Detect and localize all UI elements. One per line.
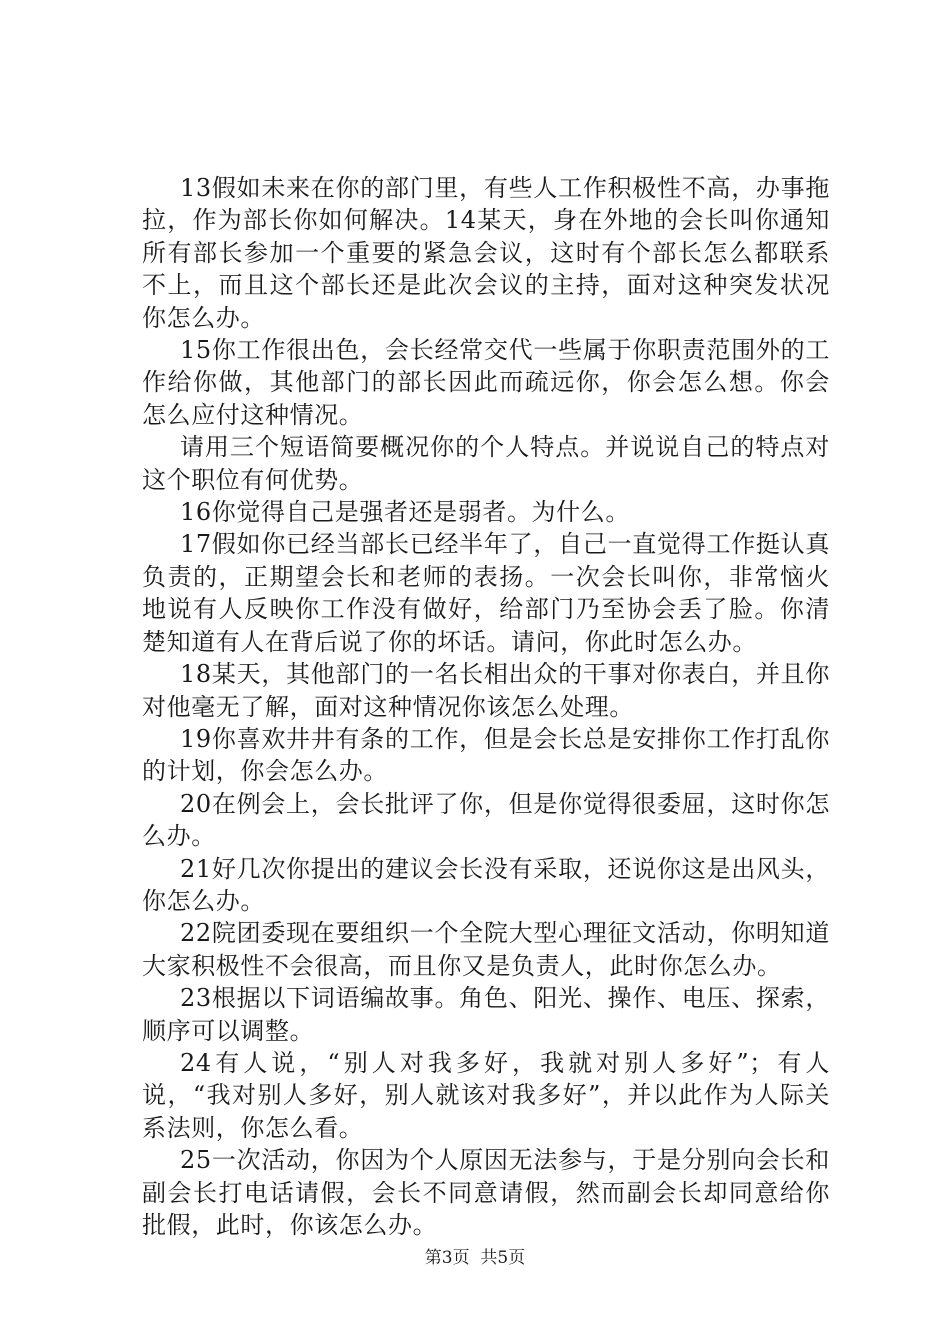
paragraph-q19: 19你喜欢井井有条的工作，但是会长总是安排你工作打乱你的计划，你会怎么办。 — [142, 724, 830, 786]
paragraph-q23: 23根据以下词语编故事。角色、阳光、操作、电压、探索，顺序可以调整。 — [142, 984, 830, 1045]
paragraph-q24: 24有人说，“别人对我多好，我就对别人多好”；有人说，“我对别人多好，别人就该对我多好”，并以此作为人际关系法则，你怎么看。 — [142, 1048, 830, 1142]
page-number-footer: 第3页 共5页 — [424, 1248, 526, 1268]
paragraph-q18: 18某天，其他部门的一名长相出众的干事对你表白，并且你对他毫无了解，面对这种情况你该怎么处理。 — [142, 660, 830, 721]
paragraph-q16: 16你觉得自己是强者还是弱者。为什么。 — [180, 498, 630, 527]
paragraph-q22: 22院团委现在要组织一个全院大型心理征文活动，你明知道大家积极性不会很高，而且你又是负责人，此时你怎么办。 — [142, 919, 830, 980]
paragraph-q13-q14: 13假如未来在你的部门里，有些人工作积极性不高，办事拖拉，作为部长你如何解决。14某天，身在外地的会长叫你通知所有部长参加一个重要的紧急会议，这时有个部长怎么都联系不上，而且这个部长还是此次会议的主持，面对这种突发状况你怎么办。 — [142, 174, 830, 332]
paragraph-q15: 15你工作很出色，会长经常交代一些属于你职责范围外的工作给你做，其他部门的部长因此而疏远你，你会怎么想。你会怎么应付这种情况。 — [142, 336, 830, 429]
paragraph-q21: 21好几次你提出的建议会长没有采取，还说你这是出风头，你怎么办。 — [142, 854, 830, 915]
paragraph-q20: 20在例会上，会长批评了你，但是你觉得很委屈，这时你怎么办。 — [142, 789, 830, 851]
document-body — [142, 172, 830, 1241]
paragraph-q17: 17假如你已经当部长已经半年了，自己一直觉得工作挺认真负责的，正期望会长和老师的表扬。一次会长叫你，非常恼火地说有人反映你工作没有做好，给部门乃至协会丢了脸。你清楚知道有人在背后说了你的坏话。请问，你此时怎么办。 — [142, 530, 830, 656]
paragraph-personal-traits: 请用三个短语简要概况你的个人特点。并说说自己的特点对这个职位有何优势。 — [142, 433, 830, 494]
paragraph-q25: 25一次活动，你因为个人原因无法参与，于是分别向会长和副会长打电话请假，会长不同意请假，然而副会长却同意给你批假，此时，你该怎么办。 — [142, 1146, 830, 1239]
